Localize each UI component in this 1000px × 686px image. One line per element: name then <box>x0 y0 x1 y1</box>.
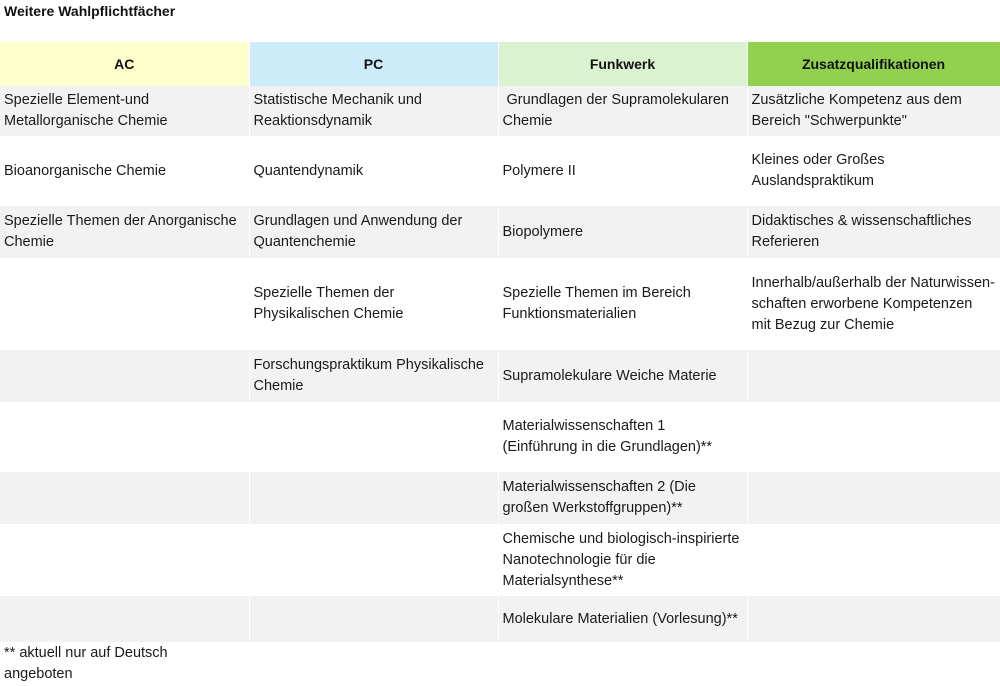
column-header-funkwerk: Funkwerk <box>498 42 747 86</box>
cell-ac <box>0 402 249 472</box>
cell-pc: Statistische Mechanik und Reaktionsdynamik <box>249 86 498 136</box>
table-header-row <box>0 42 1000 86</box>
cell-pc: Quantendynamik <box>249 136 498 206</box>
footnote: ** aktuell nur auf Deutsch angeboten <box>4 645 168 682</box>
cell-pc <box>249 596 498 642</box>
column-header-ac: AC <box>0 42 249 86</box>
cell-zusatz <box>747 350 1000 402</box>
cell-funkwerk: Molekulare Materialien (Vorlesung)** <box>498 596 747 642</box>
cell-zusatz <box>747 472 1000 524</box>
cell-zusatz: Kleines oder Großes Auslandspraktikum <box>747 136 1000 206</box>
cell-funkwerk: Materialwissenschaften 2 (Die großen Werkstoffgruppen)** <box>498 472 747 524</box>
cell-ac <box>0 350 249 402</box>
cell-funkwerk: Chemische und biologisch-inspirierte Nanotechnologie für die Materialsynthese** <box>498 524 747 596</box>
elective-table <box>0 42 1000 642</box>
cell-pc <box>249 402 498 472</box>
page-title: Weitere Wahlpflichtfächer <box>4 3 176 19</box>
cell-pc: Spezielle Themen der Physikalischen Chemie <box>249 258 498 350</box>
table-row <box>0 524 1000 596</box>
cell-funkwerk: Grundlagen der Supramolekularen Chemie <box>498 86 747 136</box>
table-row <box>0 136 1000 206</box>
cell-ac <box>0 596 249 642</box>
cell-pc: Grundlagen und Anwendung der Quantenchemie <box>249 206 498 258</box>
table-row <box>0 206 1000 258</box>
cell-ac <box>0 258 249 350</box>
column-header-pc: PC <box>249 42 498 86</box>
table-row <box>0 402 1000 472</box>
cell-zusatz <box>747 596 1000 642</box>
cell-ac: Bioanorganische Chemie <box>0 136 249 206</box>
column-header-zusatzqualifikationen: Zusatzqualifikationen <box>747 42 1000 86</box>
table-row <box>0 86 1000 136</box>
cell-pc: Forschungspraktikum Physikalische Chemie <box>249 350 498 402</box>
cell-ac: Spezielle Themen der Anorganische Chemie <box>0 206 249 258</box>
cell-pc <box>249 524 498 596</box>
cell-funkwerk: Materialwissenschaften 1 (Einführung in die Grundlagen)** <box>498 402 747 472</box>
cell-ac: Spezielle Element-und Metallorganische Chemie <box>0 86 249 136</box>
table-row <box>0 596 1000 642</box>
cell-ac <box>0 472 249 524</box>
cell-pc <box>249 472 498 524</box>
cell-funkwerk: Biopolymere <box>498 206 747 258</box>
cell-zusatz <box>747 402 1000 472</box>
cell-funkwerk: Spezielle Themen im Bereich Funktionsmaterialien <box>498 258 747 350</box>
table-row <box>0 258 1000 350</box>
cell-zusatz: Zusätzliche Kompetenz aus dem Bereich "Schwerpunkte" <box>747 86 1000 136</box>
cell-ac <box>0 524 249 596</box>
table-row <box>0 350 1000 402</box>
cell-funkwerk: Supramolekulare Weiche Materie <box>498 350 747 402</box>
table-row <box>0 472 1000 524</box>
cell-zusatz: Innerhalb/außerhalb der Naturwissen-schaften erworbene Kompetenzen mit Bezug zur Chemie <box>747 258 1000 350</box>
cell-funkwerk: Polymere II <box>498 136 747 206</box>
cell-zusatz: Didaktisches & wissenschaftliches Referieren <box>747 206 1000 258</box>
cell-zusatz <box>747 524 1000 596</box>
